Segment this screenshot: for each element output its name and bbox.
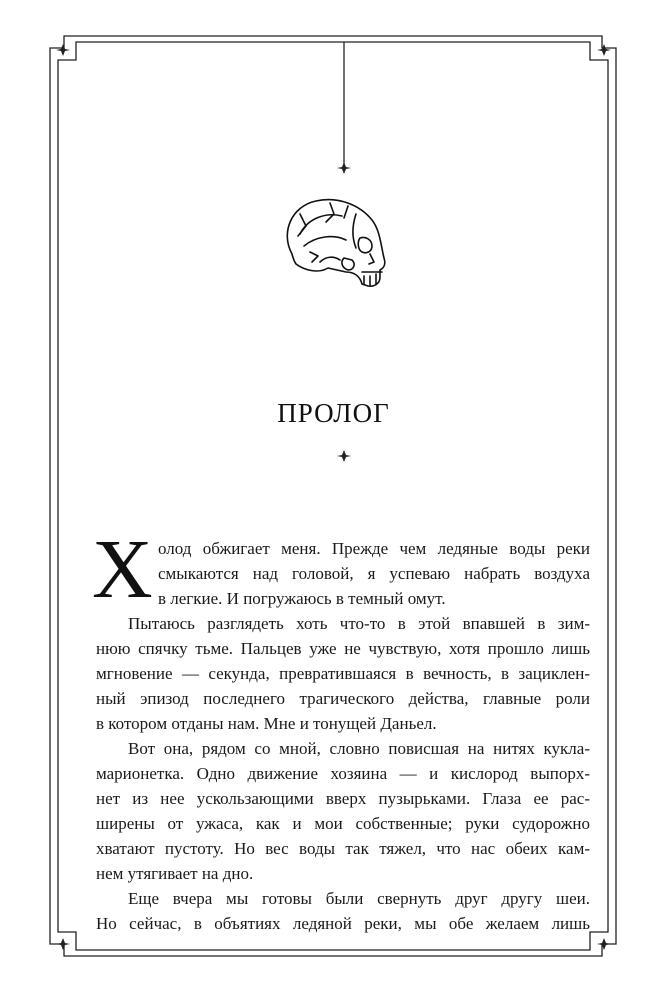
star-divider-icon: [337, 450, 351, 462]
text-line: нет из нее ускользающими вверх пузырьками. Глаза ее рас-: [96, 789, 590, 808]
text-line: нем утягивает на дно.: [96, 864, 254, 883]
text-line: Пытаюсь разглядеть хоть что-то в этой впавшей в зим-: [128, 614, 590, 633]
text-line: Вот она, рядом со мной, словно повисшая на нитях кукла-: [128, 739, 590, 758]
text-line: Еще вчера мы готовы были свернуть друг другу шеи.: [128, 889, 590, 908]
text-line: в котором отданы нам. Мне и тонущей Даньел.: [96, 714, 437, 733]
chapter-title: ПРОЛОГ: [277, 398, 390, 428]
text-line: нюю спячку тьме. Пальцев уже не чувствую, хотя прошло лишь: [96, 639, 590, 658]
corner-star-icon: [56, 44, 70, 56]
corner-star-icon: [597, 938, 611, 950]
text-line: марионетка. Одно движение хозяина — и кислород выпорх-: [96, 764, 590, 783]
star-ornament-icon: [337, 162, 351, 174]
text-line: ный эпизод последнего трагического действа, главные роли: [96, 689, 590, 708]
text-line: олод обжигает меня. Прежде чем ледяные воды реки: [158, 539, 590, 558]
text-line: мгновение — секунда, превратившаяся в вечность, в зациклен-: [96, 664, 590, 683]
corner-star-icon: [597, 44, 611, 56]
drop-cap: Х: [92, 523, 153, 616]
skull-icon: [287, 200, 384, 287]
text-line: Но сейчас, в объятиях ледяной реки, мы обе желаем лишь: [96, 914, 590, 933]
body-text: [92, 523, 590, 936]
corner-star-icon: [56, 938, 70, 950]
text-line: смыкаются над головой, я успеваю набрать воздуха: [158, 564, 590, 583]
text-line: в легкие. И погружаюсь в темный омут.: [158, 589, 446, 608]
text-line: ширены от ужаса, как и мои собственные; руки судорожно: [96, 814, 590, 833]
text-line: хватают пустоту. Но вес воды так тяжел, что нас обеих кам-: [96, 839, 590, 858]
